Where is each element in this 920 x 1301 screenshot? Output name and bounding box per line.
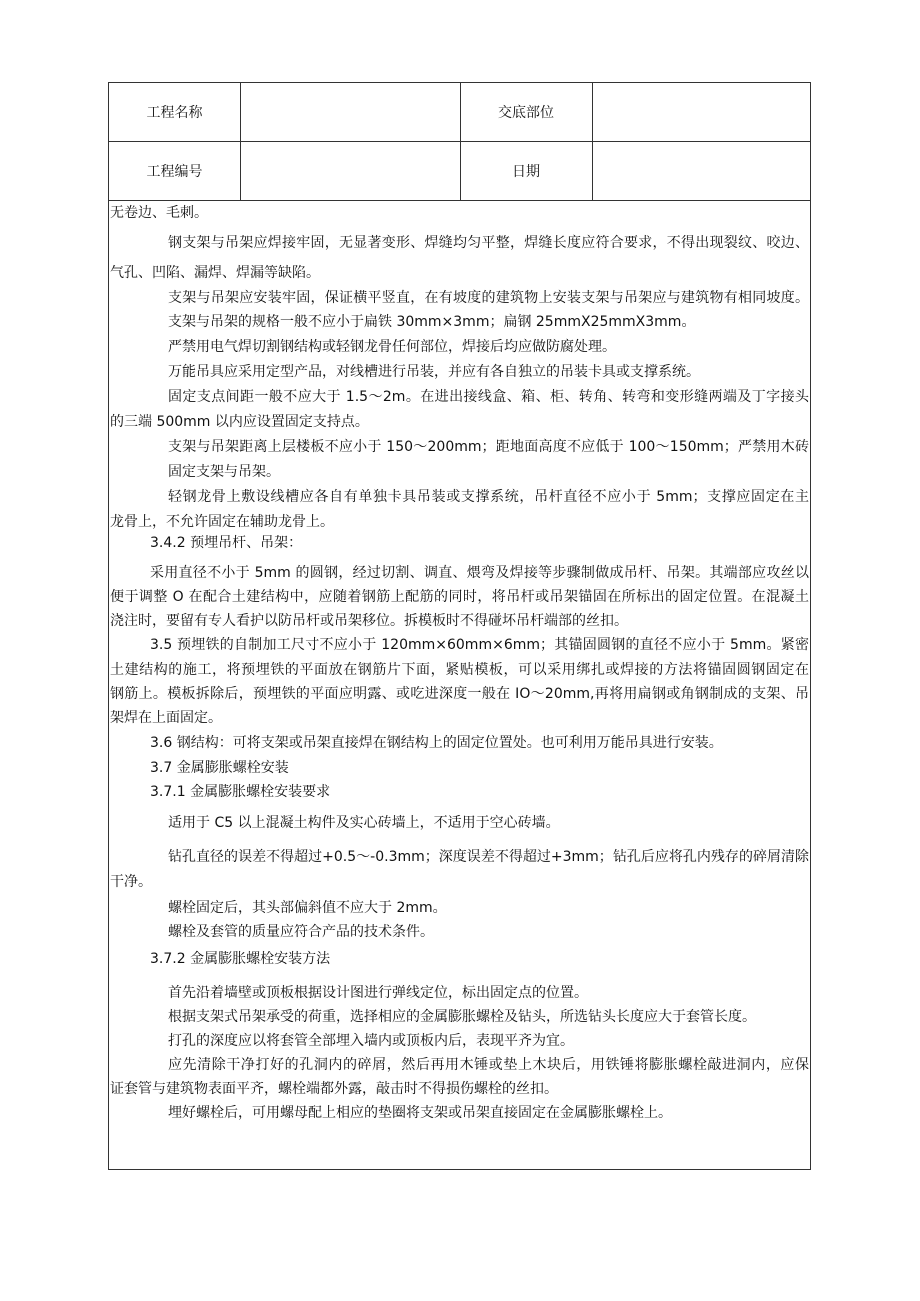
text-line: 架焊在上面固定。	[110, 710, 222, 726]
text-line: 3.6 钢结构：可将支架或吊架直接焊在钢结构上的固定位置处。也可利用万能吊具进行安装。	[150, 735, 723, 751]
project-no-value	[240, 141, 461, 201]
handover-part-label: 交底部位	[460, 82, 593, 142]
text-line: 螺栓固定后，其头部偏斜值不应大于 2mm。	[168, 900, 447, 916]
project-name-value	[240, 82, 461, 142]
section-heading: 3.7.2 金属膨胀螺栓安装方法	[150, 951, 331, 967]
section-heading: 3.7.1 金属膨胀螺栓安装要求	[150, 784, 331, 800]
text-line: 气孔、凹陷、漏焊、焊漏等缺陷。	[110, 265, 320, 281]
text-line: 根据支架式吊架承受的荷重，选择相应的金属膨胀螺栓及钻头，所选钻头长度应大于套管长度。	[168, 1009, 756, 1025]
project-name-label: 工程名称	[108, 82, 241, 142]
project-no-label: 工程编号	[108, 141, 241, 201]
text-line: 钢支架与吊架应焊接牢固，无显著变形、焊缝均匀平整，焊缝长度应符合要求，不得出现裂纹、咬边、	[168, 235, 809, 251]
handover-part-value	[592, 82, 811, 142]
text-line: 的三端 500mm 以内应设置固定支持点。	[110, 414, 369, 430]
text-line: 浇注时，要留有专人看护以防吊杆或吊架移位。拆模板时不得碰坏吊杆端部的丝扣。	[110, 613, 628, 629]
section-heading: 3.4.2 预埋吊杆、吊架：	[150, 535, 303, 551]
text-line: 土建结构的施工，将预埋铁的平面放在钢筋片下面，紧贴模板，可以采用绑扎或焊接的方法将锚固圆钢固定在	[110, 662, 809, 678]
text-line: 龙骨上，不允许固定在辅助龙骨上。	[110, 514, 334, 530]
text-line: 支架与吊架应安装牢固，保证横平竖直，在有坡度的建筑物上安装支架与吊架应与建筑物有相同坡度。	[168, 290, 809, 306]
text-line: 固定支架与吊架。	[168, 464, 280, 480]
text-line: 无卷边、毛刺。	[110, 205, 208, 221]
date-value	[592, 141, 811, 201]
section-heading: 3.7 金属膨胀螺栓安装	[150, 760, 289, 776]
text-line: 采用直径不小于 5mm 的圆钢，经过切割、调直、煨弯及焊接等步骤制做成吊杆、吊架。其端部应攻丝以	[150, 565, 809, 581]
text-line: 首先沿着墙壁或顶板根据设计图进行弹线定位，标出固定点的位置。	[168, 985, 588, 1001]
text-line: 适用于 C5 以上混凝土构件及实心砖墙上，不适用于空心砖墙。	[168, 815, 560, 831]
text-line: 干净。	[110, 874, 152, 890]
text-line: 钻孔直径的误差不得超过+0.5～-0.3mm；深度误差不得超过+3mm；钻孔后应将孔内残存的碎屑清除	[168, 849, 809, 865]
text-line: 支架与吊架距离上层楼板不应小于 150～200mm；距地面高度不应低于 100～150mm；严禁用木砖	[168, 439, 809, 455]
text-line: 证套管与建筑物表面平齐，螺栓端都外露，敲击时不得损伤螺栓的丝扣。	[110, 1081, 558, 1097]
text-line: 便于调整 O 在配合土建结构中，应随着钢筋上配筋的同时，将吊杆或吊架锚固在所标出的固定位置。在混凝土	[110, 589, 809, 605]
text-line: 应先清除干净打好的孔洞内的碎屑，然后再用木锤或垫上木块后，用铁锤将膨胀螺栓敲进洞内，应保	[168, 1057, 809, 1073]
text-line: 固定支点间距一般不应大于 1.5～2m。在进出接线盒、箱、柜、转角、转弯和变形缝两端及丁字接头	[168, 389, 809, 405]
text-line: 钢筋上。模板拆除后，预埋铁的平面应明露、或吃进深度一般在 IO～20mm,再将用扁钢或角钢制成的支架、吊	[110, 686, 809, 702]
date-label: 日期	[460, 141, 593, 201]
text-line: 万能吊具应采用定型产品，对线槽进行吊装，并应有各自独立的吊装卡具或支撑系统。	[168, 364, 700, 380]
text-line: 3.5 预埋铁的自制加工尺寸不应小于 120mm×60mm×6mm；其锚固圆钢的直径不应小于 5mm。紧密	[150, 637, 809, 653]
text-line: 埋好螺栓后，可用螺母配上相应的垫圈将支架或吊架直接固定在金属膨胀螺栓上。	[168, 1105, 672, 1121]
text-line: 轻钢龙骨上敷设线槽应各自有单独卡具吊装或支撑系统，吊杆直径不应小于 5mm；支撑应固定在主	[168, 489, 809, 505]
text-line: 支架与吊架的规格一般不应小于扁铁 30mm×3mm；扁钢 25mmX25mmX3mm。	[168, 314, 696, 330]
text-line: 螺栓及套管的质量应符合产品的技术条件。	[168, 924, 434, 940]
text-line: 严禁用电气焊切割钢结构或轻钢龙骨任何部位，焊接后均应做防腐处理。	[168, 339, 616, 355]
text-line: 打孔的深度应以将套管全部埋入墙内或顶板内后，表现平齐为宜。	[168, 1033, 574, 1049]
